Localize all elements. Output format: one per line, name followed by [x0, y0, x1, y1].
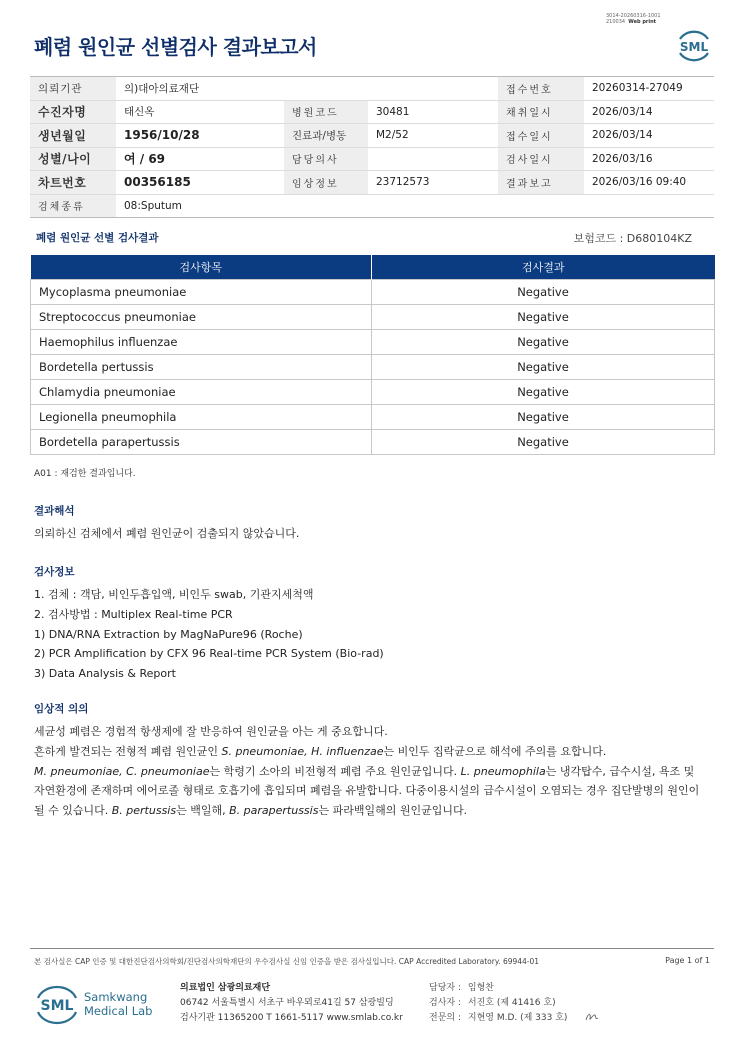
label-result-report: 결과보고 — [498, 171, 584, 195]
label-attending-doctor: 담당의사 — [284, 147, 368, 171]
column-header-test-item: 검사항목 — [31, 255, 372, 279]
value-test-date: 2026/03/16 — [584, 147, 714, 171]
value-collection-date: 2026/03/14 — [584, 100, 714, 124]
label-clinical-info: 임상정보 — [284, 171, 368, 195]
test-item: Bordetella parapertussis — [31, 429, 372, 454]
label-sex-age: 성별/나이 — [30, 147, 116, 171]
value-result-report: 2026/03/16 09:40 — [584, 171, 714, 195]
value-receipt-date: 2026/03/14 — [584, 124, 714, 148]
test-item: Legionella pneumophila — [31, 404, 372, 429]
test-item: Chlamydia pneumoniae — [31, 379, 372, 404]
info-row — [30, 147, 714, 171]
samkwang-logo-mark: SML — [40, 998, 74, 1014]
value-chart-number: 00356185 — [116, 171, 284, 195]
results-header-row — [31, 255, 715, 279]
lab-address: 06742 서울특별시 서초구 바우뫼로41길 57 삼광빌딩 — [180, 998, 394, 1008]
result-section-title: 폐렴 원인균 선별 검사결과 — [36, 232, 159, 244]
label-birth-date: 생년월일 — [30, 124, 116, 148]
test-info-section — [34, 564, 384, 684]
organism-name: B. parapertussis — [229, 804, 319, 818]
value-accession-number: 20260314-27049 — [584, 77, 714, 101]
test-result: Negative — [372, 279, 715, 304]
test-item: Bordetella pertussis — [31, 354, 372, 379]
organism-name: M. pneumoniae, C. pneumoniae — [34, 764, 210, 778]
value-requesting-institution: 의)대아의료재단 — [116, 77, 284, 101]
label-chart-number: 차트번호 — [30, 171, 116, 195]
label-department-ward: 진료과/병동 — [284, 124, 368, 148]
footer-divider — [30, 948, 714, 949]
clinical-text-line: 자연환경에 존재하며 에어로졸 형태로 호흡기에 흡입되며 폐렴을 유발합니다. 다중이용시설의 급수시설이 오염되는 경우 집단발병의 원인이 — [34, 784, 700, 798]
test-info-line: 1. 검체 : 객담, 비인두흡입액, 비인두 swab, 기관지세척액 — [34, 588, 314, 601]
clinical-text-line: M. pneumoniae, C. pneumoniae는 학령기 소아의 비전형적 폐렴 주요 원인균입니다. L. pneumophila는 냉각탑수, 급수시설, 욕조 및 — [34, 764, 695, 778]
label-hospital-code: 병원코드 — [284, 100, 368, 124]
lab-contact: 검사기관 11365200 T 1661-5117 www.smlab.co.kr — [180, 1013, 403, 1023]
label-patient-name: 수진자명 — [30, 100, 116, 124]
value-sex-age: 여 / 69 — [116, 147, 284, 171]
value-specimen-type: 08:Sputum — [116, 194, 284, 218]
test-info-title: 검사정보 — [34, 566, 75, 578]
info-row — [30, 77, 714, 101]
sml-logo — [674, 24, 714, 64]
results-table — [30, 255, 715, 455]
value-department-ward: M2/52 — [368, 124, 498, 148]
table-row — [31, 404, 715, 429]
table-row — [31, 429, 715, 454]
sml-logo-text: SML — [679, 40, 709, 54]
test-result: Negative — [372, 379, 715, 404]
value-attending-doctor — [368, 147, 498, 171]
staff-line: 전문의 : 지현영 M.D. (제 333 호) — [429, 1013, 568, 1023]
organism-name: B. pertussis — [111, 804, 177, 818]
clinical-significance-title: 임상적 의의 — [34, 703, 89, 715]
signature-mark — [584, 1010, 600, 1024]
staff-block — [429, 981, 567, 1026]
patient-info-table — [30, 76, 714, 218]
report-code — [606, 13, 661, 25]
staff-line: 검사자 : 서진호 (제 41416 호) — [429, 998, 556, 1008]
table-row — [31, 304, 715, 329]
clinical-text-line: 세균성 폐렴은 경험적 항생제에 잘 반응하여 원인균을 아는 게 중요합니다. — [34, 725, 388, 738]
organism-name: S. pneumoniae, H. influenzae — [221, 744, 384, 758]
staff-line: 담당자 : 임형찬 — [429, 983, 494, 993]
accreditation-note: 본 검사실은 CAP 인증 및 대한진단검사의학회/진단검사의학재단의 우수검사실 신임 인증을 받은 검사실입니다. CAP Accredited Laboratory. 69944-01 — [34, 957, 540, 966]
samkwang-logo — [36, 980, 156, 1026]
clinical-text-line: 흔하게 발견되는 전형적 폐렴 원인균인 S. pneumoniae, H. influenzae는 비인두 집락균으로 해석에 주의를 요합니다. — [34, 744, 607, 758]
info-row — [30, 124, 714, 148]
test-item: Haemophilus influenzae — [31, 329, 372, 354]
info-row — [30, 194, 714, 218]
interpretation-title: 결과해석 — [34, 505, 75, 517]
test-result: Negative — [372, 429, 715, 454]
value-patient-name: 태신옥 — [116, 100, 284, 124]
report-code-line2: 210034 — [606, 19, 626, 25]
test-item: Mycoplasma pneumoniae — [31, 279, 372, 304]
label-specimen-type: 검체종류 — [30, 194, 116, 218]
samkwang-logo-name: Samkwang — [84, 990, 148, 1004]
column-header-test-result: 검사결과 — [372, 255, 715, 279]
test-result: Negative — [372, 354, 715, 379]
web-print-label: Web print — [628, 19, 657, 25]
value-birth-date: 1956/10/28 — [116, 124, 284, 148]
clinical-text-line: 될 수 있습니다. B. pertussis는 백일해, B. parapertussis는 파라백일해의 원인균입니다. — [34, 804, 468, 818]
test-info-line: 1) DNA/RNA Extraction by MagNaPure96 (Roche) — [34, 627, 303, 641]
clinical-significance-section — [34, 701, 724, 821]
test-info-line: 2) PCR Amplification by CFX 96 Real-time PCR System (Bio-rad) — [34, 647, 384, 661]
lab-address-block — [180, 981, 403, 1026]
test-item: Streptococcus pneumoniae — [31, 304, 372, 329]
insurance-code: 보험코드 : D680104KZ — [573, 232, 692, 245]
table-row — [31, 354, 715, 379]
interpretation-text: 의뢰하신 검체에서 폐렴 원인균이 검출되지 않았습니다. — [34, 527, 300, 540]
interpretation-section — [34, 503, 299, 544]
test-info-line: 3) Data Analysis & Report — [34, 667, 176, 681]
test-result: Negative — [372, 404, 715, 429]
info-row — [30, 171, 714, 195]
retest-note: A01 : 재검한 결과입니다. — [34, 469, 136, 479]
test-result: Negative — [372, 304, 715, 329]
page-number: Page 1 of 1 — [665, 956, 710, 965]
test-info-line: 2. 검사방법 : Multiplex Real-time PCR — [34, 607, 233, 621]
table-row — [31, 379, 715, 404]
label-collection-date: 채취일시 — [498, 100, 584, 124]
report-code-line1: 3014-20260316-1001 — [606, 13, 661, 19]
lab-organization: 의료법인 삼광의료재단 — [180, 983, 271, 993]
info-row — [30, 100, 714, 124]
organism-name: L. pneumophila — [460, 764, 546, 778]
table-row — [31, 329, 715, 354]
label-receipt-date: 접수일시 — [498, 124, 584, 148]
samkwang-logo-subname: Medical Lab — [84, 1004, 153, 1018]
label-accession-number: 접수번호 — [498, 77, 584, 101]
table-row — [31, 279, 715, 304]
value-clinical-info: 23712573 — [368, 171, 498, 195]
label-requesting-institution: 의뢰기관 — [30, 77, 116, 101]
value-hospital-code: 30481 — [368, 100, 498, 124]
report-title: 폐렴 원인균 선별검사 결과보고서 — [34, 35, 317, 59]
test-result: Negative — [372, 329, 715, 354]
label-test-date: 검사일시 — [498, 147, 584, 171]
